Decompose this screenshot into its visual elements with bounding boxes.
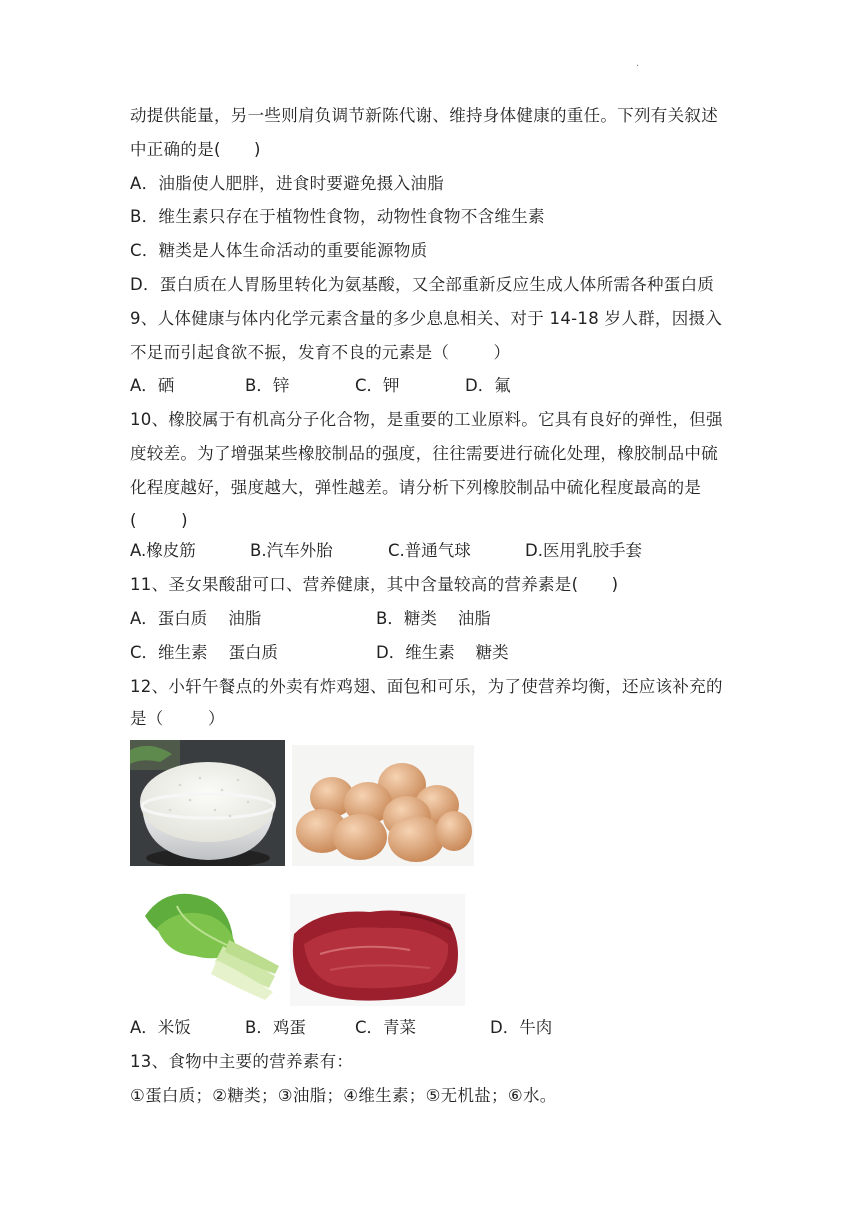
rice-bowl-image [130,740,285,866]
q9-stem-line-2: 不足而引起食欲不振，发育不良的元素是（ ） [130,343,511,362]
q8-option-a: A．油脂使人肥胖，进食时要避免摄入油脂 [130,174,444,193]
q8-stem-line-1: 动提供能量，另一些则肩负调节新陈代谢、维持身体健康的重任。下列有关叙述 [130,106,718,125]
q9-option-b: B．锌 [245,376,290,395]
q13-nutrient-list: ①蛋白质；②糖类；③油脂；④维生素；⑤无机盐；⑥水。 [130,1086,557,1105]
q12-option-c: C．青菜 [355,1018,417,1037]
q8-stem-line-2: 中正确的是( ) [130,140,261,159]
q12-stem-line-1: 12、小轩午餐点的外卖有炸鸡翅、面包和可乐，为了使营养均衡，还应该补充的 [130,677,723,696]
q10-stem-line-2: 度较差。为了增强某些橡胶制品的强度，往往需要进行硫化处理，橡胶制品中硫 [130,444,718,463]
q10-stem-line-4: ( ) [130,511,188,530]
q11-option-b: B．糖类 油脂 [376,609,491,628]
q12-option-b: B．鸡蛋 [245,1018,306,1037]
page-marker: . [636,58,640,69]
q8-option-c: C．糖类是人体生命活动的重要能源物质 [130,241,428,260]
q12-option-a: A．米饭 [130,1018,191,1037]
q11-option-d: D．维生素 糖类 [376,643,509,662]
q12-option-d: D．牛肉 [490,1018,553,1037]
q9-option-c: C．钾 [355,376,400,395]
q10-option-c: C.普通气球 [388,541,471,560]
beef-image [290,894,465,1006]
q8-option-b: B．维生素只存在于植物性食物，动物性食物不含维生素 [130,207,545,226]
q9-option-d: D．氟 [465,376,511,395]
q10-stem-line-3: 化程度越好，强度越大，弹性越差。请分析下列橡胶制品中硫化程度最高的是 [130,478,702,497]
eggs-image [292,745,474,866]
q13-stem: 13、食物中主要的营养素有： [130,1052,354,1071]
bok-choy-image [137,876,283,1006]
q10-option-b: B.汽车外胎 [250,541,333,560]
q8-option-d: D．蛋白质在人胃肠里转化为氨基酸，又全部重新反应生成人体所需各种蛋白质 [130,275,715,294]
q11-stem: 11、圣女果酸甜可口、营养健康，其中含量较高的营养素是( ) [130,575,619,594]
q11-option-a: A．蛋白质 油脂 [130,609,262,628]
q10-stem-line-1: 10、橡胶属于有机高分子化合物，是重要的工业原料。它具有良好的弹性，但强 [130,410,723,429]
q10-option-a: A.橡皮筋 [130,541,196,560]
q12-stem-line-2: 是（ ） [130,709,225,728]
q9-option-a: A．硒 [130,376,175,395]
q10-option-d: D.医用乳胶手套 [525,541,642,560]
q11-option-c: C．维生素 蛋白质 [130,643,279,662]
q9-stem-line-1: 9、人体健康与体内化学元素含量的多少息息相关、对于 14-18 岁人群，因摄入 [130,309,723,328]
